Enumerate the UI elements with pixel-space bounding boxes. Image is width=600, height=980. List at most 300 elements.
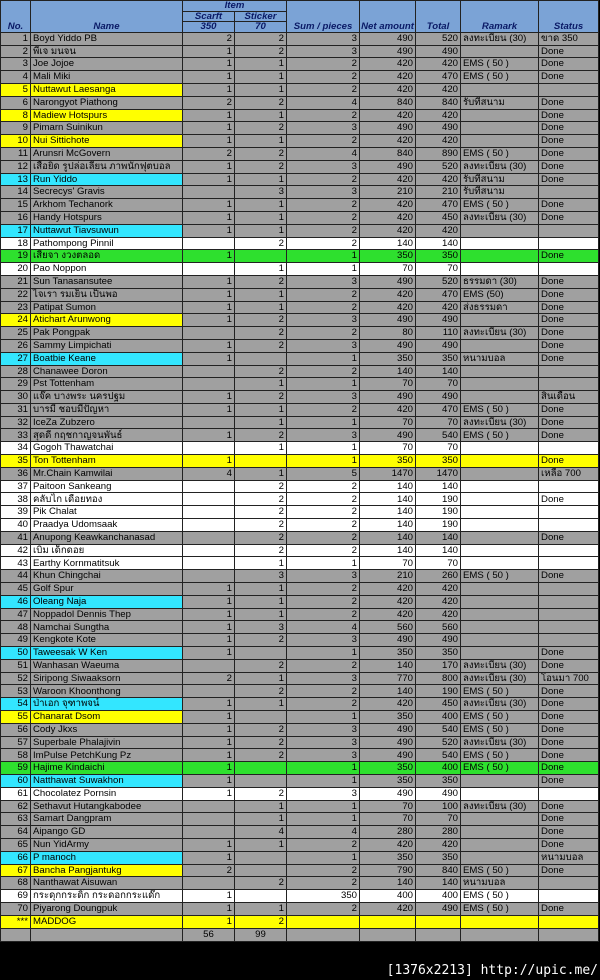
row-net: 420	[360, 173, 416, 186]
table-row	[1, 531, 599, 544]
row-scarft: 1	[183, 199, 235, 212]
table-row	[1, 391, 599, 404]
row-no: 34	[1, 442, 31, 455]
row-no: 5	[1, 83, 31, 96]
row-sum: 5	[287, 467, 360, 480]
table-row	[1, 352, 599, 365]
sticker-price: 70	[235, 22, 287, 33]
row-no: 46	[1, 595, 31, 608]
row-sticker	[235, 851, 287, 864]
row-remark	[461, 634, 539, 647]
row-sum: 2	[287, 301, 360, 314]
table-row	[1, 890, 599, 903]
row-status: Done	[539, 749, 599, 762]
row-total	[416, 915, 461, 928]
row-sticker: 1	[235, 800, 287, 813]
row-scarft	[183, 186, 235, 199]
row-remark	[461, 506, 539, 519]
row-name: Arunsri McGovern	[31, 147, 183, 160]
row-remark: ลงทะเบียน (30)	[461, 327, 539, 340]
table-row	[1, 838, 599, 851]
row-no: 69	[1, 890, 31, 903]
row-status: Done	[539, 723, 599, 736]
row-remark	[461, 224, 539, 237]
row-name: Chanawee Doron	[31, 365, 183, 378]
row-sticker: 1	[235, 173, 287, 186]
row-net: 140	[360, 659, 416, 672]
table-row	[1, 403, 599, 416]
row-no: 39	[1, 506, 31, 519]
row-sum: 2	[287, 365, 360, 378]
row-status: Done	[539, 813, 599, 826]
row-total: 70	[416, 557, 461, 570]
row-name: Chocolatez Pornsin	[31, 787, 183, 800]
table-row	[1, 224, 599, 237]
row-scarft: 1	[183, 314, 235, 327]
row-name: Gogoh Thawatchai	[31, 442, 183, 455]
row-total: 540	[416, 429, 461, 442]
table-row	[1, 83, 599, 96]
row-remark	[461, 826, 539, 839]
table-row	[1, 711, 599, 724]
row-name: พี่เจ มนจน	[31, 45, 183, 58]
row-remark: EMS ( 50 )	[461, 570, 539, 583]
table-row	[1, 122, 599, 135]
row-total: 350	[416, 851, 461, 864]
row-name: Pik Chalat	[31, 506, 183, 519]
row-remark: EMS ( 50 )	[461, 890, 539, 903]
row-scarft: 1	[183, 787, 235, 800]
col-sum-header: Sum / pieces	[287, 1, 360, 33]
table-row	[1, 135, 599, 148]
table-row	[1, 109, 599, 122]
row-sticker: 2	[235, 506, 287, 519]
row-scarft	[183, 327, 235, 340]
row-sum: 2	[287, 698, 360, 711]
col-status-header: Status	[539, 1, 599, 33]
table-row	[1, 736, 599, 749]
row-sticker: 2	[235, 147, 287, 160]
row-remark: EMS ( 50 )	[461, 147, 539, 160]
row-scarft: 1	[183, 723, 235, 736]
row-scarft: 1	[183, 352, 235, 365]
row-no: 50	[1, 647, 31, 660]
row-no: 44	[1, 570, 31, 583]
row-sum: 1	[287, 775, 360, 788]
row-remark	[461, 493, 539, 506]
row-net: 70	[360, 416, 416, 429]
row-total: 170	[416, 659, 461, 672]
row-status: Done	[539, 403, 599, 416]
row-scarft: 1	[183, 224, 235, 237]
row-net: 420	[360, 902, 416, 915]
row-scarft	[183, 531, 235, 544]
table-row	[1, 698, 599, 711]
row-total: 490	[416, 634, 461, 647]
row-sticker	[235, 890, 287, 903]
row-status	[539, 621, 599, 634]
row-name: Sun Tanasansutee	[31, 275, 183, 288]
row-remark	[461, 621, 539, 634]
row-net: 420	[360, 838, 416, 851]
row-net: 840	[360, 147, 416, 160]
row-scarft: 1	[183, 711, 235, 724]
row-name: Anupong Keawkanchanasad	[31, 531, 183, 544]
row-scarft: 1	[183, 736, 235, 749]
row-scarft: 1	[183, 890, 235, 903]
row-total: 190	[416, 493, 461, 506]
row-total: 70	[416, 442, 461, 455]
row-status	[539, 583, 599, 596]
row-sum: 3	[287, 723, 360, 736]
row-sticker: 2	[235, 877, 287, 890]
row-total: 560	[416, 621, 461, 634]
row-no: 30	[1, 391, 31, 404]
row-total: 420	[416, 109, 461, 122]
row-sticker: 2	[235, 314, 287, 327]
row-status	[539, 442, 599, 455]
row-sticker: 2	[235, 736, 287, 749]
row-net: 490	[360, 391, 416, 404]
row-remark: EMS ( 50 )	[461, 58, 539, 71]
row-scarft: 1	[183, 698, 235, 711]
row-sticker: 2	[235, 519, 287, 532]
row-sum	[287, 915, 360, 928]
row-total: 840	[416, 96, 461, 109]
row-sum: 3	[287, 787, 360, 800]
row-remark: หนามบอล	[461, 877, 539, 890]
row-sticker	[235, 762, 287, 775]
row-scarft	[183, 800, 235, 813]
row-name: Sethavut Hutangkabodee	[31, 800, 183, 813]
row-total: 450	[416, 698, 461, 711]
row-no: 67	[1, 864, 31, 877]
row-scarft: 1	[183, 775, 235, 788]
row-remark: EMS ( 50 )	[461, 864, 539, 877]
row-scarft: 2	[183, 864, 235, 877]
row-name: Pathompong Pinnil	[31, 237, 183, 250]
row-net: 420	[360, 211, 416, 224]
row-scarft: 1	[183, 902, 235, 915]
row-name: Paitoon Sankeang	[31, 480, 183, 493]
row-remark	[461, 838, 539, 851]
row-total: 190	[416, 685, 461, 698]
row-net: 490	[360, 787, 416, 800]
row-no: 48	[1, 621, 31, 634]
row-name: ไจเรา รมเย็น เป็นพอ	[31, 288, 183, 301]
row-remark: EMS ( 50 )	[461, 685, 539, 698]
row-sum: 2	[287, 493, 360, 506]
row-scarft	[183, 877, 235, 890]
row-sticker: 2	[235, 915, 287, 928]
row-no: 42	[1, 544, 31, 557]
row-sum: 2	[287, 403, 360, 416]
table-row	[1, 672, 599, 685]
row-net: 490	[360, 314, 416, 327]
row-status: Done	[539, 800, 599, 813]
row-sum: 2	[287, 608, 360, 621]
row-name: Patipat Sumon	[31, 301, 183, 314]
row-scarft: 1	[183, 173, 235, 186]
row-sum: 3	[287, 634, 360, 647]
row-net: 420	[360, 608, 416, 621]
row-total: 190	[416, 519, 461, 532]
row-remark: ลงทะเบียน (30)	[461, 736, 539, 749]
table-row	[1, 800, 599, 813]
row-remark	[461, 109, 539, 122]
row-no: 3	[1, 58, 31, 71]
row-sticker: 2	[235, 634, 287, 647]
row-remark	[461, 263, 539, 276]
row-status: Done	[539, 275, 599, 288]
row-sum: 1	[287, 762, 360, 775]
row-scarft: 1	[183, 595, 235, 608]
row-scarft: 1	[183, 301, 235, 314]
row-scarft: 1	[183, 838, 235, 851]
row-total: 420	[416, 838, 461, 851]
row-total: 490	[416, 787, 461, 800]
row-sticker: 1	[235, 211, 287, 224]
row-total: 520	[416, 160, 461, 173]
row-total: 100	[416, 800, 461, 813]
row-no: 64	[1, 826, 31, 839]
row-remark	[461, 378, 539, 391]
totals-row	[1, 928, 599, 941]
row-sum: 3	[287, 736, 360, 749]
row-name: Run Yiddo	[31, 173, 183, 186]
col-remark-header: Ramark	[461, 1, 539, 33]
row-scarft: 1	[183, 122, 235, 135]
row-total: 490	[416, 122, 461, 135]
row-remark: ลงทะเบียน (30)	[461, 672, 539, 685]
row-net: 490	[360, 275, 416, 288]
row-no: 16	[1, 211, 31, 224]
row-no: 40	[1, 519, 31, 532]
row-net: 840	[360, 96, 416, 109]
row-total: 420	[416, 224, 461, 237]
row-sticker: 1	[235, 416, 287, 429]
row-total: 840	[416, 864, 461, 877]
table-row	[1, 557, 599, 570]
row-sum: 1	[287, 557, 360, 570]
table-row	[1, 902, 599, 915]
row-scarft	[183, 659, 235, 672]
row-net: 420	[360, 583, 416, 596]
row-net: 350	[360, 352, 416, 365]
row-scarft: 2	[183, 147, 235, 160]
row-no: 70	[1, 902, 31, 915]
table-row	[1, 685, 599, 698]
table-row	[1, 864, 599, 877]
row-total: 540	[416, 723, 461, 736]
row-total: 420	[416, 595, 461, 608]
row-name: Taweesak W Ken	[31, 647, 183, 660]
table-row	[1, 762, 599, 775]
row-sticker	[235, 455, 287, 468]
row-name: ป่าเอก จุฑาพจน์	[31, 698, 183, 711]
row-status: Done	[539, 122, 599, 135]
row-net: 70	[360, 263, 416, 276]
row-status	[539, 83, 599, 96]
row-sum: 1	[287, 442, 360, 455]
row-scarft	[183, 493, 235, 506]
row-scarft: 1	[183, 160, 235, 173]
row-scarft: 1	[183, 288, 235, 301]
table-row	[1, 659, 599, 672]
table-row	[1, 621, 599, 634]
row-sum: 2	[287, 864, 360, 877]
row-remark	[461, 365, 539, 378]
row-net: 420	[360, 698, 416, 711]
row-sum: 2	[287, 583, 360, 596]
row-sticker: 1	[235, 902, 287, 915]
row-status: Done	[539, 109, 599, 122]
row-status: โอนมา 700	[539, 672, 599, 685]
row-name: กระดุกกระดิ๊ก กระดอกกระแด๊ก	[31, 890, 183, 903]
row-net: 490	[360, 122, 416, 135]
row-name: Earthy Kornmatitsuk	[31, 557, 183, 570]
row-net: 350	[360, 762, 416, 775]
row-sum: 2	[287, 327, 360, 340]
table-row	[1, 813, 599, 826]
row-sum: 3	[287, 45, 360, 58]
row-net: 490	[360, 723, 416, 736]
row-total: 280	[416, 826, 461, 839]
row-name: ImPulse PetchKung Pz	[31, 749, 183, 762]
row-total: 140	[416, 531, 461, 544]
row-remark	[461, 519, 539, 532]
table-row	[1, 455, 599, 468]
row-name: Bancha Pangjantukg	[31, 864, 183, 877]
row-status	[539, 915, 599, 928]
row-status	[539, 890, 599, 903]
row-sticker: 1	[235, 199, 287, 212]
row-name: เสือยิด รูปล่อเลียน ภาพนักฟุตบอล	[31, 160, 183, 173]
row-scarft	[183, 685, 235, 698]
table-row	[1, 480, 599, 493]
row-net	[360, 915, 416, 928]
row-scarft: 1	[183, 58, 235, 71]
row-status: Done	[539, 173, 599, 186]
row-remark: ส่งธรรมดา	[461, 301, 539, 314]
row-sticker: 2	[235, 531, 287, 544]
row-total: 470	[416, 403, 461, 416]
row-scarft	[183, 506, 235, 519]
row-scarft: 1	[183, 915, 235, 928]
row-no: 47	[1, 608, 31, 621]
row-name: Arkhom Techanork	[31, 199, 183, 212]
row-net: 490	[360, 339, 416, 352]
row-name: Nui Sittichote	[31, 135, 183, 148]
row-sum: 1	[287, 813, 360, 826]
row-sum: 4	[287, 621, 360, 634]
row-net: 400	[360, 890, 416, 903]
row-net: 1470	[360, 467, 416, 480]
row-net: 140	[360, 877, 416, 890]
row-sum: 1	[287, 250, 360, 263]
row-remark	[461, 135, 539, 148]
row-scarft: 1	[183, 391, 235, 404]
row-sum: 3	[287, 570, 360, 583]
row-no: 13	[1, 173, 31, 186]
row-scarft: 1	[183, 762, 235, 775]
row-status	[539, 186, 599, 199]
row-name: Atichart Arunwong	[31, 314, 183, 327]
row-scarft: 1	[183, 634, 235, 647]
table-row	[1, 506, 599, 519]
row-no: 2	[1, 45, 31, 58]
row-remark: EMS ( 50 )	[461, 429, 539, 442]
row-name: Handy Hotspurs	[31, 211, 183, 224]
table-row	[1, 339, 599, 352]
row-status: Done	[539, 160, 599, 173]
row-net: 420	[360, 288, 416, 301]
row-scarft: 1	[183, 135, 235, 148]
row-sticker	[235, 352, 287, 365]
row-sticker: 2	[235, 45, 287, 58]
row-sticker: 2	[235, 122, 287, 135]
row-status: Done	[539, 455, 599, 468]
row-remark	[461, 122, 539, 135]
table-row	[1, 314, 599, 327]
row-name: Praadya Udomsaak	[31, 519, 183, 532]
row-remark: EMS ( 50 )	[461, 762, 539, 775]
row-scarft	[183, 519, 235, 532]
row-remark: EMS (50)	[461, 288, 539, 301]
row-no: 41	[1, 531, 31, 544]
row-no: 25	[1, 327, 31, 340]
row-status: Done	[539, 147, 599, 160]
row-no: 20	[1, 263, 31, 276]
table-row	[1, 327, 599, 340]
row-sum: 1	[287, 352, 360, 365]
row-net: 350	[360, 775, 416, 788]
row-sum: 1	[287, 263, 360, 276]
row-no: 66	[1, 851, 31, 864]
row-sticker: 2	[235, 339, 287, 352]
row-total: 420	[416, 583, 461, 596]
row-net: 420	[360, 71, 416, 84]
row-sum: 1	[287, 455, 360, 468]
row-status: Done	[539, 826, 599, 839]
row-name: Oleang Naja	[31, 595, 183, 608]
table-row	[1, 877, 599, 890]
row-net: 140	[360, 519, 416, 532]
row-total: 800	[416, 672, 461, 685]
row-no: 18	[1, 237, 31, 250]
row-sum: 3	[287, 429, 360, 442]
row-sum: 2	[287, 506, 360, 519]
row-status	[539, 480, 599, 493]
row-status	[539, 544, 599, 557]
row-total: 490	[416, 391, 461, 404]
row-net: 490	[360, 736, 416, 749]
row-sticker: 1	[235, 583, 287, 596]
row-net: 790	[360, 864, 416, 877]
table-row	[1, 32, 599, 45]
row-scarft: 1	[183, 583, 235, 596]
row-name: Siripong Siwaaksorn	[31, 672, 183, 685]
row-total: 70	[416, 813, 461, 826]
row-no: 9	[1, 122, 31, 135]
row-no: 22	[1, 288, 31, 301]
row-remark	[461, 595, 539, 608]
row-status: Done	[539, 864, 599, 877]
row-sticker: 2	[235, 659, 287, 672]
row-name: MADDOG	[31, 915, 183, 928]
row-net: 350	[360, 851, 416, 864]
row-scarft	[183, 237, 235, 250]
